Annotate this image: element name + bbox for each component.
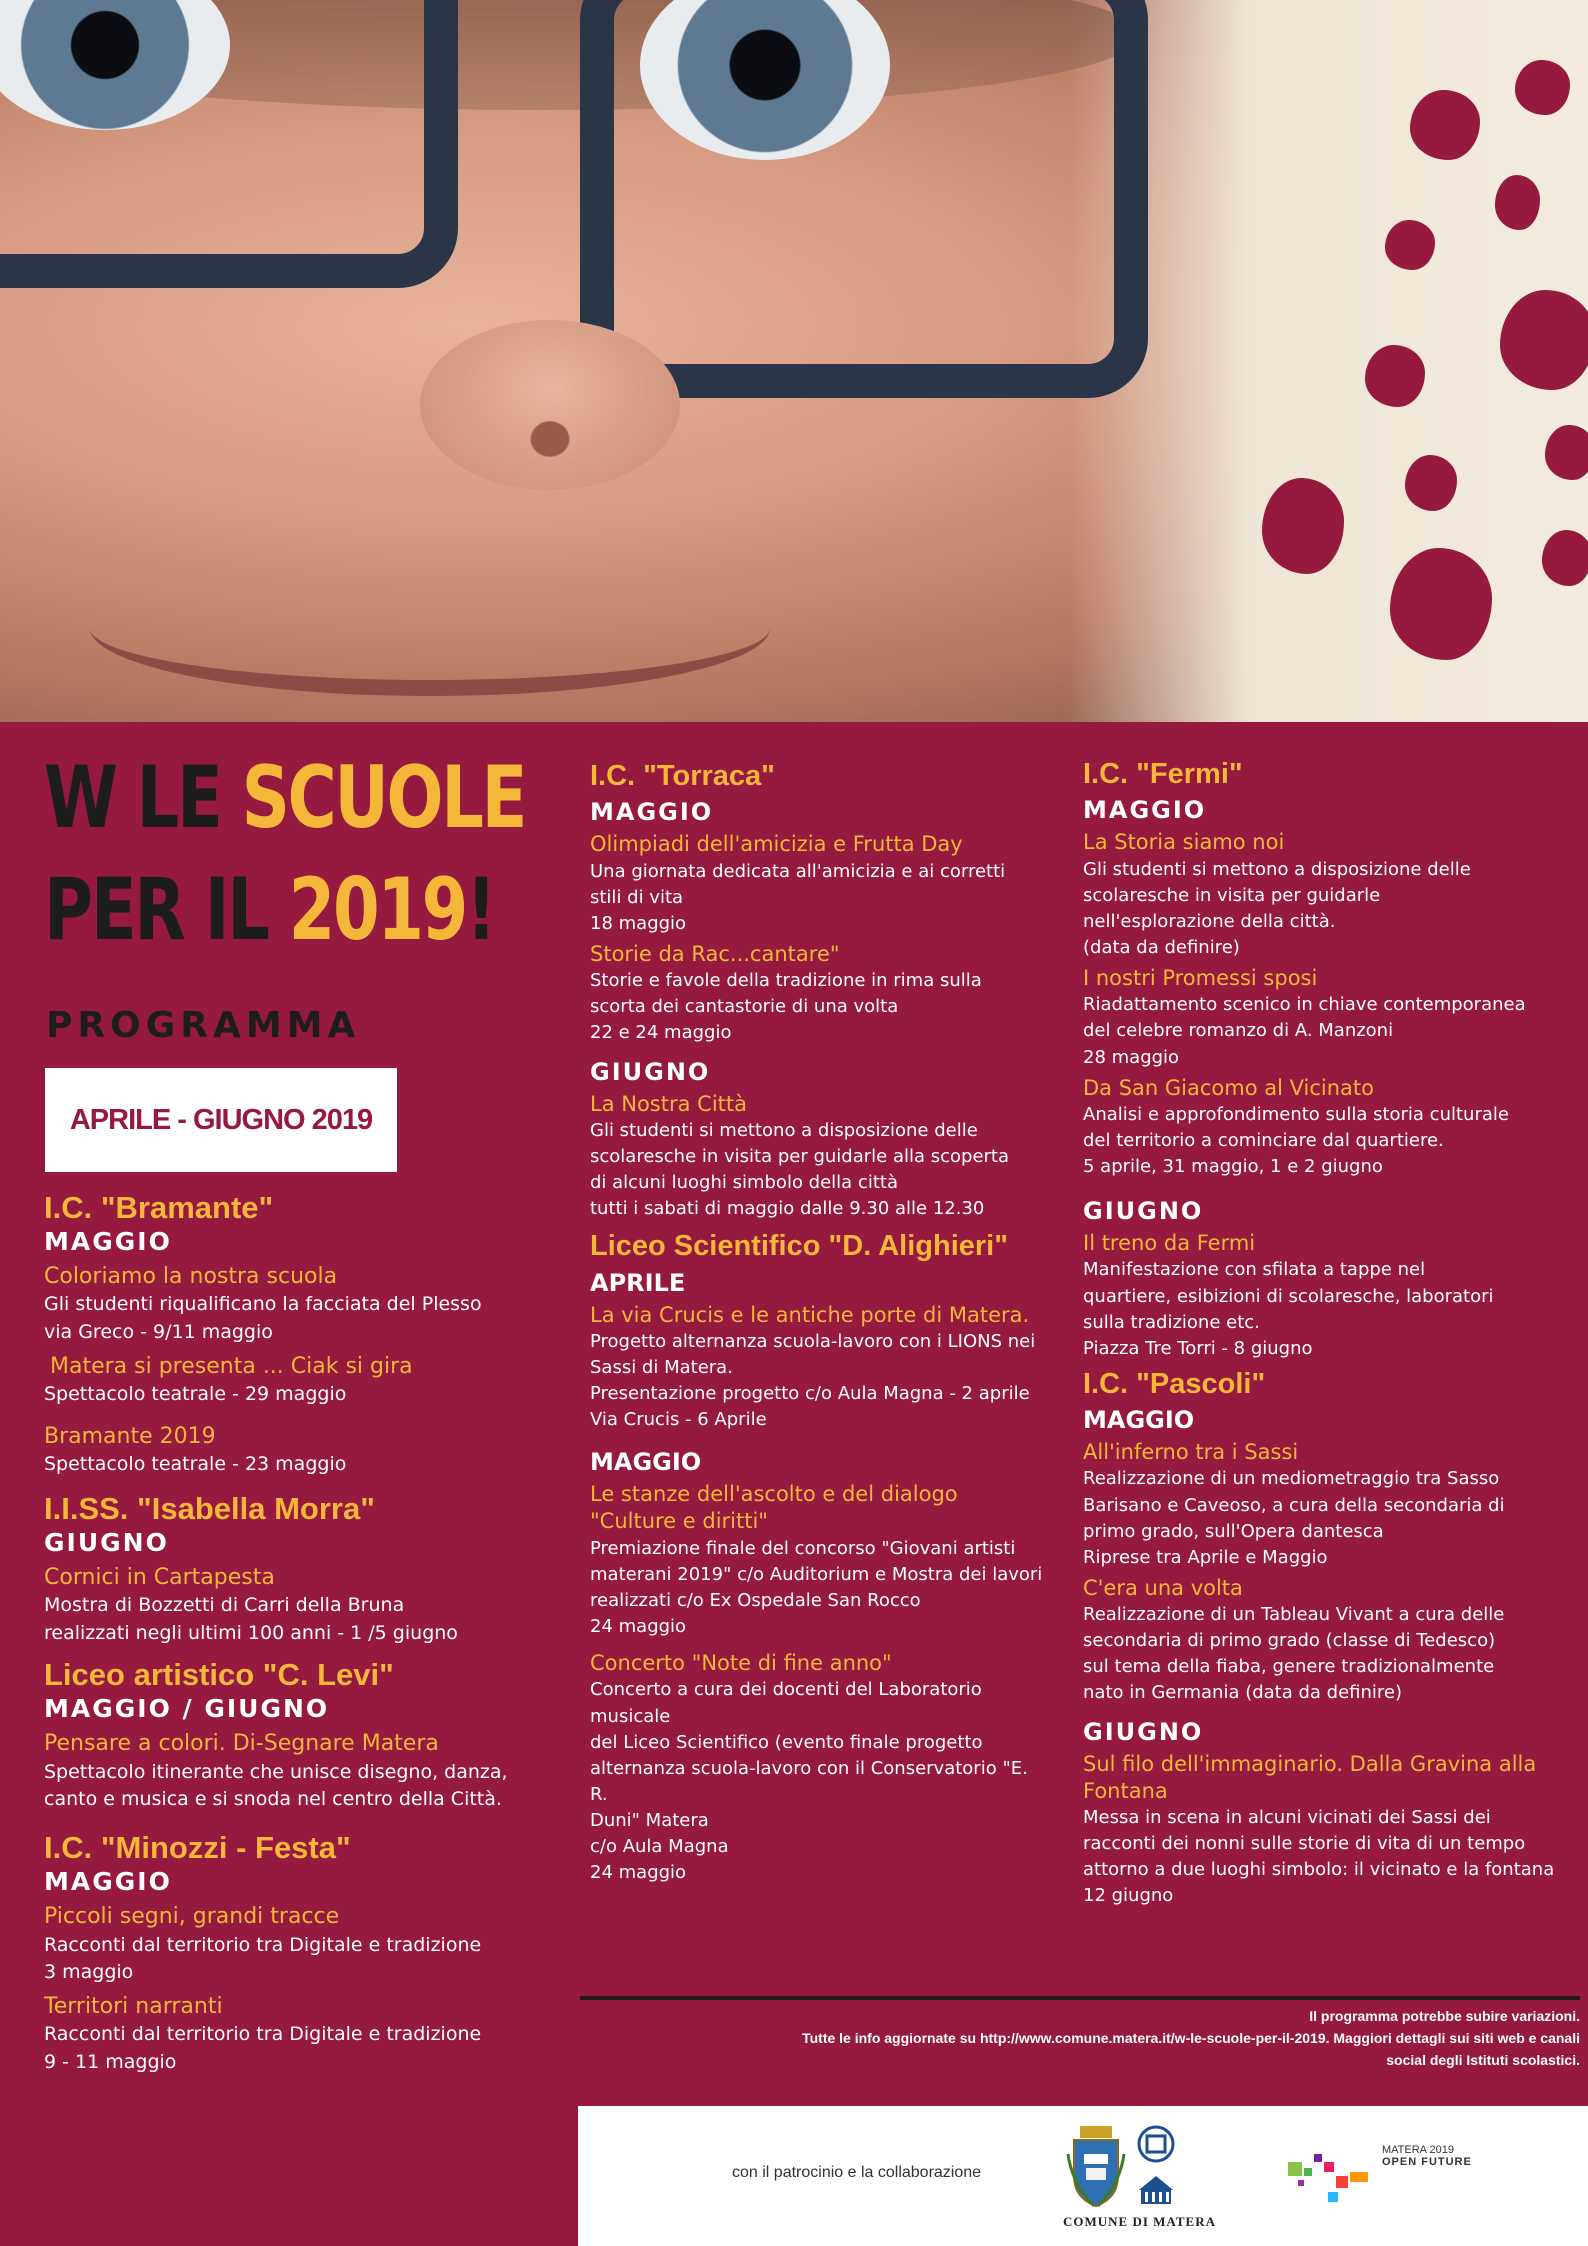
title-part2: PER IL	[44, 860, 289, 960]
school-block-pascoli	[1083, 1368, 1573, 1910]
event-description: Spettacolo teatrale - 29 maggio	[44, 1383, 347, 1406]
month-label: GIUGNO	[1083, 1717, 1204, 1746]
decor-dot	[1542, 530, 1588, 586]
event-description: Mostra di Bozzetti di Carri della Bruna realizzati negli ultimi 100 anni - 1 /5 giugno	[44, 1594, 458, 1644]
event-title: La Storia siamo noi	[1083, 830, 1285, 855]
month-label: APRILE	[590, 1268, 686, 1297]
event-description: Progetto alternanza scuola-lavoro con i LIONS nei Sassi di Matera. Presentazione progetto c/o Aula Magna - 2 aprile Via Crucis - 6 Aprile	[590, 1330, 1036, 1431]
month-label: MAGGIO	[44, 1866, 172, 1896]
event-title: Da San Giacomo al Vicinato	[1083, 1075, 1375, 1100]
date-range-box: APRILE - GIUGNO 2019	[45, 1068, 397, 1172]
event-title: Concerto "Note di fine anno"	[590, 1651, 892, 1676]
sponsor-footer	[578, 2106, 1588, 2246]
decor-dot	[1545, 425, 1588, 480]
column-3	[1083, 752, 1573, 1910]
month-label: MAGGIO	[1083, 796, 1207, 825]
decor-dot	[1405, 455, 1457, 511]
decor-dot	[1515, 60, 1570, 115]
notes-divider	[580, 1996, 1580, 2000]
school-block-torraca	[590, 760, 1050, 1222]
decor-dot	[1500, 290, 1588, 390]
event-description: Messa in scena in alcuni vicinati dei Sassi dei racconti dei nonni sulle storie di vita di un tempo attorno a due luoghi simbolo: il vicinato e la fontana 12 giugno	[1083, 1807, 1555, 1907]
photo-nose	[420, 320, 680, 490]
event-title: Territori narranti	[44, 1993, 223, 2019]
decor-dot	[1365, 345, 1425, 407]
event-description: Manifestazione con sfilata a tappe nel quartiere, esibizioni di scolaresche, laboratori sulla tradizione etc. Piazza Tre Torri - 8 giugno	[1083, 1259, 1494, 1359]
school-block-minozzi-festa	[44, 1830, 524, 2076]
event-title: Pensare a colori. Di-Segnare Matera	[44, 1731, 439, 1757]
school-block-alighieri	[590, 1230, 1050, 1886]
month-label: GIUGNO	[1083, 1197, 1204, 1226]
event-title: Il treno da Fermi	[1083, 1231, 1256, 1256]
school-block-isabella-morra	[44, 1491, 524, 1648]
school-block-fermi	[1083, 758, 1573, 1362]
title-exclamation: !	[466, 860, 495, 960]
event-title: Cornici in Cartapesta	[44, 1564, 275, 1590]
event-description: Spettacolo itinerante che unisce disegno, danza, canto e musica e si snoda nel centro della Città.	[44, 1760, 508, 1811]
photo-smile	[90, 560, 770, 696]
month-label: MAGGIO	[590, 1448, 702, 1477]
school-name: I.C. "Torraca"	[590, 760, 775, 792]
event-description: Spettacolo teatrale - 23 maggio	[44, 1453, 347, 1476]
glasses-right-lens	[580, 0, 1148, 398]
decor-dot	[1385, 220, 1435, 270]
event-title: Sul filo dell'immaginario. Dalla Gravina alla Fontana	[1083, 1751, 1537, 1803]
note-line: social degli Istituti scolastici.	[1386, 2052, 1580, 2068]
event-description: Riadattamento scenico in chiave contemporanea del celebre romanzo di A. Manzoni 28 maggio	[1083, 994, 1526, 1068]
event-title: All'inferno tra i Sassi	[1083, 1440, 1299, 1465]
event-description: Premiazione finale del concorso "Giovani artisti materani 2019" c/o Auditorium e Mostra dei lavori realizzati c/o Ex Ospedale San Rocco 24 maggio	[590, 1537, 1043, 1638]
matera-line: MATERA 2019	[1382, 2144, 1454, 2156]
month-label: MAGGIO	[590, 798, 714, 827]
school-block-levi	[44, 1657, 524, 1814]
event-description: Gli studenti riqualificano la facciata del Plesso via Greco - 9/11 maggio	[44, 1293, 482, 1344]
event-title: Coloriamo la nostra scuola	[44, 1263, 338, 1289]
note-line: Tutte le info aggiornate su http://www.comune.matera.it/w-le-scuole-per-il-2019. Maggiori dettagli sui siti web e canali	[802, 2030, 1580, 2046]
title-highlight-scuole: SCUOLE	[241, 748, 526, 848]
event-title: Storie da Rac...cantare"	[590, 941, 840, 966]
event-description: Racconti dal territorio tra Digitale e tradizione 9 - 11 maggio	[44, 2023, 482, 2073]
event-title: Le stanze dell'ascolto e del dialogo "Culture e diritti"	[590, 1482, 958, 1534]
glasses-left-lens	[0, 0, 458, 288]
title-highlight-year: 2019	[288, 860, 467, 960]
event-description: Racconti dal territorio tra Digitale e tradizione 3 maggio	[44, 1933, 482, 1984]
matera-line: OPEN FUTURE	[1382, 2156, 1472, 2168]
event-title: La Nostra Città	[590, 1091, 747, 1116]
month-label: MAGGIO	[44, 1226, 172, 1256]
event-description: Analisi e approfondimento sulla storia culturale del territorio a cominciare dal quartiere. 5 aprile, 31 maggio, 1 e 2 giugno	[1083, 1103, 1509, 1178]
event-title: Bramante 2019	[44, 1423, 216, 1449]
event-description: Una giornata dedicata all'amicizia e ai corretti stili di vita 18 maggio	[590, 860, 1006, 934]
school-name: I.I.SS. "Isabella Morra"	[44, 1490, 375, 1526]
event-title: I nostri Promessi sposi	[1083, 966, 1318, 991]
programma-label: PROGRAMMA	[46, 1005, 361, 1046]
school-name: I.C. "Bramante"	[44, 1190, 274, 1225]
event-description: Storie e favole della tradizione in rima sulla scorta dei cantastorie di una volta 22 e 24 maggio	[590, 970, 982, 1044]
title-part1: W LE	[44, 748, 242, 848]
note-line: Il programma potrebbe subire variazioni.	[1309, 2008, 1580, 2024]
hero-photo	[0, 0, 1588, 722]
event-description: Gli studenti si mettono a disposizione delle scolaresche in visita per guidarle alla scoperta di alcuni luoghi simbolo della città tutti i sabati di maggio dalle 9.30 alle 12.30	[590, 1119, 1010, 1220]
event-title: La via Crucis e le antiche porte di Matera.	[590, 1302, 1030, 1327]
school-name: I.C. "Fermi"	[1083, 758, 1243, 790]
month-label: GIUGNO	[44, 1527, 169, 1557]
decor-dot	[1262, 478, 1344, 574]
month-label: MAGGIO / GIUGNO	[44, 1694, 330, 1724]
column-1	[44, 1180, 524, 2076]
decor-dot	[1410, 90, 1480, 160]
decor-dot	[1495, 175, 1540, 230]
school-name: Liceo Scientifico "D. Alighieri"	[590, 1230, 1008, 1263]
event-description: Concerto a cura dei docenti del Laboratorio musicale del Liceo Scientifico (evento finale progetto alternanza scuola-lavoro con il Conservatorio "E. R. Duni" Matera c/o Aula Magna 24 maggio	[590, 1679, 1028, 1884]
unesco-icon	[1133, 2124, 1179, 2208]
decor-dot	[1390, 548, 1492, 660]
poster-title	[44, 742, 525, 966]
month-label: GIUGNO	[590, 1057, 711, 1086]
disclaimer-notes	[600, 2005, 1580, 2071]
matera-2019-text	[1382, 2144, 1472, 2168]
coat-of-arms-icon	[1066, 2124, 1126, 2208]
patrocinio-text: con il patrocinio e la collaborazione	[732, 2164, 982, 2181]
event-description: Realizzazione di un mediometraggio tra Sasso Barisano e Caveoso, a cura della secondaria di primo grado, sull'Opera dantesca Riprese tra Aprile e Maggio	[1083, 1468, 1505, 1568]
column-2	[590, 752, 1050, 1886]
comune-label: COMUNE DI MATERA	[1063, 2214, 1216, 2229]
event-title: Piccoli segni, grandi tracce	[44, 1903, 340, 1929]
event-title: C'era una volta	[1083, 1575, 1243, 1600]
month-label: MAGGIO	[1083, 1406, 1195, 1435]
event-title: Olimpiadi dell'amicizia e Frutta Day	[590, 832, 963, 857]
event-title: Matera si presenta ... Ciak si gira	[50, 1353, 413, 1379]
school-name: I.C. "Minozzi - Festa"	[44, 1830, 351, 1866]
event-description: Gli studenti si mettono a disposizione delle scolaresche in visita per guidarle nell'esplorazione della città. (data da definire)	[1083, 858, 1471, 958]
school-block-bramante	[44, 1190, 524, 1479]
event-description: Realizzazione di un Tableau Vivant a cura delle secondaria di primo grado (classe di Tedesco) sul tema della fiaba, genere tradizionalmente nato in Germania (data da definire)	[1083, 1604, 1505, 1704]
school-name: Liceo artistico "C. Levi"	[44, 1657, 394, 1693]
school-name: I.C. "Pascoli"	[1083, 1367, 1266, 1400]
